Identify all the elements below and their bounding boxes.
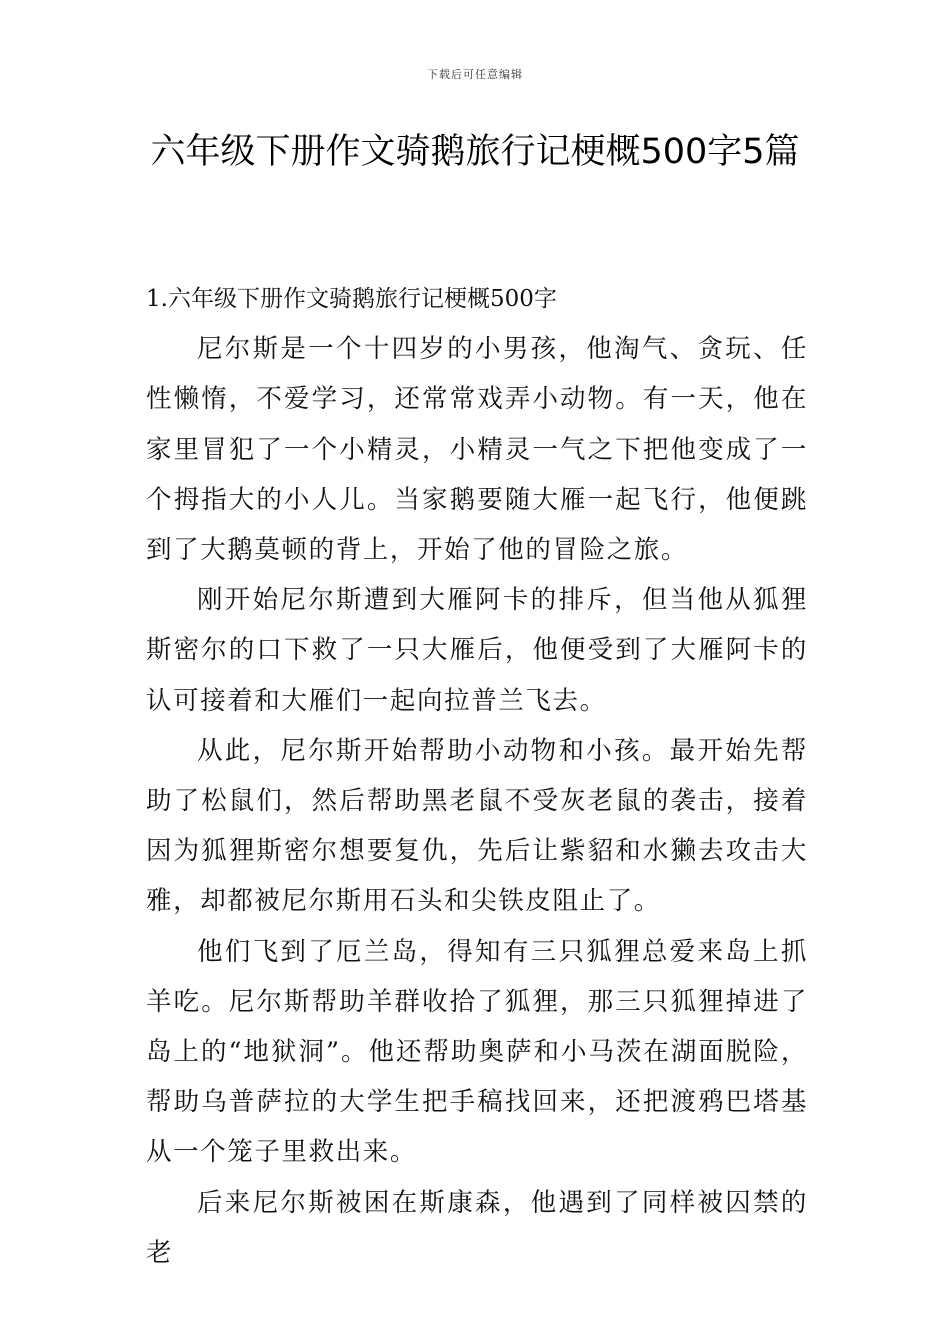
paragraph: 尼尔斯是一个十四岁的小男孩，他淘气、贪玩、任性懒惰，不爱学习，还常常戏弄小动物。有一天，他在家里冒犯了一个小精灵，小精灵一气之下把他变成了一个拇指大的小人儿。当家鹅要随大雁一起飞行，他便跳到了大鹅莫顿的背上，开始了他的冒险之旅。 [146,334,808,566]
header-note: 下载后可任意编辑 [427,68,523,81]
paragraph: 他们飞到了厄兰岛，得知有三只狐狸总爱来岛上抓羊吃。尼尔斯帮助羊群收拾了狐狸，那三只狐狸掉进了岛上的“地狱洞”。他还帮助奥萨和小马茨在湖面脱险，帮助乌普萨拉的大学生把手稿找回来，还把渡鸦巴塔基从一个笼子里救出来。 [146,936,808,1168]
paragraph: 后来尼尔斯被困在斯康森，他遇到了同样被囚禁的老 [146,1187,808,1268]
section-heading: 1.六年级下册作文骑鹅旅行记梗概500字 [146,286,557,312]
document-title: 六年级下册作文骑鹅旅行记梗概500字5篇 [150,132,800,172]
document-body [146,274,808,1278]
paragraph: 刚开始尼尔斯遭到大雁阿卡的排斥，但当他从狐狸斯密尔的口下救了一只大雁后，他便受到了大雁阿卡的认可接着和大雁们一起向拉普兰飞去。 [146,585,808,716]
paragraph: 从此，尼尔斯开始帮助小动物和小孩。最开始先帮助了松鼠们，然后帮助黑老鼠不受灰老鼠的袭击，接着因为狐狸斯密尔想要复仇，先后让紫貂和水獭去攻击大雅，却都被尼尔斯用石头和尖铁皮阻止了。 [146,735,808,917]
